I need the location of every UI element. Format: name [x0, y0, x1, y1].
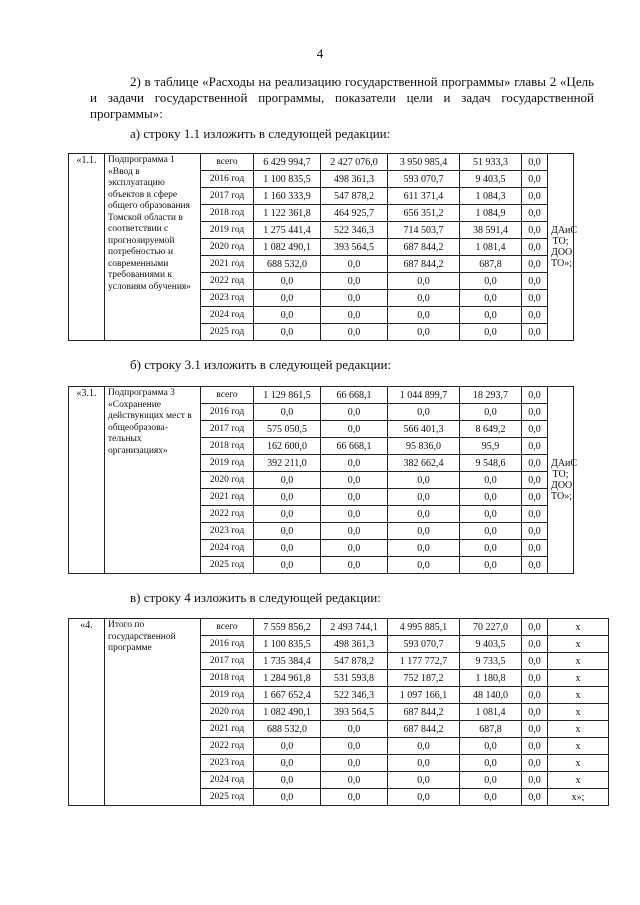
local-cell: 9 733,5: [460, 653, 522, 670]
local-cell: 687,8: [460, 256, 522, 273]
federal-cell: 0,0: [321, 789, 388, 806]
other-cell: 0,0: [522, 636, 548, 653]
local-cell: 0,0: [460, 755, 522, 772]
other-cell: 0,0: [522, 540, 548, 557]
federal-cell: 2 493 744,1: [321, 619, 388, 636]
local-cell: 48 140,0: [460, 687, 522, 704]
section-a-heading: а) строку 1.1 изложить в следующей редакции:: [130, 126, 391, 141]
page-number: 4: [316, 46, 324, 61]
period-cell: 2022 год: [201, 273, 254, 290]
federal-cell: 0,0: [321, 324, 388, 341]
period-cell: 2017 год: [201, 653, 254, 670]
federal-cell: 522 346,3: [321, 687, 388, 704]
executor-cell: х: [548, 755, 609, 772]
regional-cell: 4 995 885,1: [388, 619, 460, 636]
other-cell: 0,0: [522, 670, 548, 687]
other-cell: 0,0: [522, 721, 548, 738]
intro-paragraph: 2) в таблице «Расходы на реализацию государственной программы» главы 2 «Цель и задачи государственной программы, показатели цели и задач государственной программы»:: [90, 74, 594, 121]
executor-cell: х: [548, 670, 609, 687]
local-cell: 9 403,5: [460, 636, 522, 653]
federal-cell: 393 564,5: [321, 239, 388, 256]
local-cell: 95,9: [460, 438, 522, 455]
local-cell: 9 548,6: [460, 455, 522, 472]
federal-cell: 66 668,1: [321, 387, 388, 404]
total-cell: 162 600,0: [254, 438, 321, 455]
period-cell: всего: [201, 154, 254, 171]
executor-cell: х: [548, 636, 609, 653]
other-cell: 0,0: [522, 154, 548, 171]
federal-cell: 0,0: [321, 404, 388, 421]
federal-cell: 547 878,2: [321, 188, 388, 205]
period-cell: 2025 год: [201, 557, 254, 574]
regional-cell: 0,0: [388, 506, 460, 523]
table-row-3-1: [68, 386, 578, 574]
regional-cell: 687 844,2: [388, 721, 460, 738]
other-cell: 0,0: [522, 273, 548, 290]
period-cell: 2019 год: [201, 687, 254, 704]
total-cell: 688 532,0: [254, 256, 321, 273]
other-cell: 0,0: [522, 489, 548, 506]
regional-cell: 95 836,0: [388, 438, 460, 455]
local-cell: 0,0: [460, 489, 522, 506]
regional-cell: 0,0: [388, 557, 460, 574]
table-row: [69, 619, 609, 636]
local-cell: 1 081,4: [460, 704, 522, 721]
local-cell: 687,8: [460, 721, 522, 738]
federal-cell: 0,0: [321, 273, 388, 290]
local-cell: 0,0: [460, 290, 522, 307]
executor-cell: ДАиС ТО; ДОО ТО»;: [548, 154, 574, 341]
total-cell: 0,0: [254, 755, 321, 772]
local-cell: 1 180,8: [460, 670, 522, 687]
regional-cell: 687 844,2: [388, 256, 460, 273]
total-cell: 0,0: [254, 404, 321, 421]
local-cell: 0,0: [460, 789, 522, 806]
regional-cell: 0,0: [388, 472, 460, 489]
other-cell: 0,0: [522, 205, 548, 222]
period-cell: 2020 год: [201, 472, 254, 489]
regional-cell: 382 662,4: [388, 455, 460, 472]
other-cell: 0,0: [522, 239, 548, 256]
federal-cell: 0,0: [321, 307, 388, 324]
period-cell: 2017 год: [201, 421, 254, 438]
other-cell: 0,0: [522, 557, 548, 574]
federal-cell: 0,0: [321, 738, 388, 755]
total-cell: 0,0: [254, 472, 321, 489]
other-cell: 0,0: [522, 738, 548, 755]
local-cell: 9 403,5: [460, 171, 522, 188]
table-row: [69, 154, 574, 171]
total-cell: 392 211,0: [254, 455, 321, 472]
period-cell: 2016 год: [201, 404, 254, 421]
local-cell: 0,0: [460, 772, 522, 789]
federal-cell: 547 878,2: [321, 653, 388, 670]
regional-cell: 1 097 166,1: [388, 687, 460, 704]
regional-cell: 0,0: [388, 273, 460, 290]
regional-cell: 566 401,3: [388, 421, 460, 438]
other-cell: 0,0: [522, 772, 548, 789]
period-cell: 2021 год: [201, 489, 254, 506]
regional-cell: 0,0: [388, 738, 460, 755]
regional-cell: 0,0: [388, 404, 460, 421]
total-cell: 1 122 361,8: [254, 205, 321, 222]
other-cell: 0,0: [522, 421, 548, 438]
period-cell: 2019 год: [201, 222, 254, 239]
period-cell: 2023 год: [201, 290, 254, 307]
local-cell: 0,0: [460, 404, 522, 421]
local-cell: 0,0: [460, 273, 522, 290]
period-cell: 2021 год: [201, 256, 254, 273]
federal-cell: 0,0: [321, 755, 388, 772]
period-cell: 2020 год: [201, 704, 254, 721]
period-cell: 2024 год: [201, 307, 254, 324]
regional-cell: 714 503,7: [388, 222, 460, 239]
period-cell: 2022 год: [201, 506, 254, 523]
local-cell: 1 081,4: [460, 239, 522, 256]
regional-cell: 0,0: [388, 772, 460, 789]
local-cell: 0,0: [460, 557, 522, 574]
regional-cell: 0,0: [388, 523, 460, 540]
period-cell: всего: [201, 619, 254, 636]
row-number: «4.: [69, 619, 105, 806]
local-cell: 38 591,4: [460, 222, 522, 239]
federal-cell: 498 361,3: [321, 636, 388, 653]
total-cell: 1 082 490,1: [254, 704, 321, 721]
period-cell: 2022 год: [201, 738, 254, 755]
other-cell: 0,0: [522, 387, 548, 404]
regional-cell: 687 844,2: [388, 239, 460, 256]
total-cell: 1 160 333,9: [254, 188, 321, 205]
regional-cell: 0,0: [388, 290, 460, 307]
total-cell: 1 284 961,8: [254, 670, 321, 687]
total-cell: 0,0: [254, 738, 321, 755]
other-cell: 0,0: [522, 438, 548, 455]
regional-cell: 0,0: [388, 307, 460, 324]
period-cell: 2018 год: [201, 670, 254, 687]
total-cell: 0,0: [254, 273, 321, 290]
program-name: Итого по государственной программе: [105, 619, 201, 806]
total-cell: 0,0: [254, 772, 321, 789]
federal-cell: 522 346,3: [321, 222, 388, 239]
federal-cell: 0,0: [321, 721, 388, 738]
federal-cell: 0,0: [321, 455, 388, 472]
federal-cell: 66 668,1: [321, 438, 388, 455]
federal-cell: 498 361,3: [321, 171, 388, 188]
other-cell: 0,0: [522, 789, 548, 806]
local-cell: 0,0: [460, 540, 522, 557]
federal-cell: 0,0: [321, 540, 388, 557]
other-cell: 0,0: [522, 619, 548, 636]
other-cell: 0,0: [522, 222, 548, 239]
executor-cell: х: [548, 772, 609, 789]
period-cell: 2017 год: [201, 188, 254, 205]
other-cell: 0,0: [522, 506, 548, 523]
regional-cell: 0,0: [388, 489, 460, 506]
period-cell: всего: [201, 387, 254, 404]
other-cell: 0,0: [522, 307, 548, 324]
regional-cell: 1 044 899,7: [388, 387, 460, 404]
total-cell: 1 667 652,4: [254, 687, 321, 704]
regional-cell: 752 187,2: [388, 670, 460, 687]
period-cell: 2018 год: [201, 205, 254, 222]
period-cell: 2023 год: [201, 755, 254, 772]
total-cell: 1 275 441,4: [254, 222, 321, 239]
total-cell: 1 129 861,5: [254, 387, 321, 404]
total-cell: 0,0: [254, 506, 321, 523]
executor-cell: х: [548, 687, 609, 704]
total-cell: 1 082 490,1: [254, 239, 321, 256]
other-cell: 0,0: [522, 256, 548, 273]
executor-cell: х: [548, 653, 609, 670]
period-cell: 2021 год: [201, 721, 254, 738]
total-cell: 0,0: [254, 489, 321, 506]
total-cell: 0,0: [254, 324, 321, 341]
regional-cell: 687 844,2: [388, 704, 460, 721]
federal-cell: 0,0: [321, 523, 388, 540]
other-cell: 0,0: [522, 324, 548, 341]
federal-cell: 0,0: [321, 472, 388, 489]
federal-cell: 0,0: [321, 421, 388, 438]
federal-cell: 0,0: [321, 772, 388, 789]
federal-cell: 0,0: [321, 506, 388, 523]
total-cell: 1 735 384,4: [254, 653, 321, 670]
executor-cell: ДАиС ТО; ДОО ТО»;: [548, 387, 574, 574]
other-cell: 0,0: [522, 404, 548, 421]
federal-cell: 393 564,5: [321, 704, 388, 721]
regional-cell: 593 070,7: [388, 171, 460, 188]
total-cell: 0,0: [254, 789, 321, 806]
other-cell: 0,0: [522, 290, 548, 307]
total-cell: 0,0: [254, 540, 321, 557]
local-cell: 70 227,0: [460, 619, 522, 636]
regional-cell: 611 371,4: [388, 188, 460, 205]
period-cell: 2020 год: [201, 239, 254, 256]
total-cell: 1 100 835,5: [254, 171, 321, 188]
other-cell: 0,0: [522, 653, 548, 670]
other-cell: 0,0: [522, 188, 548, 205]
total-cell: 575 050,5: [254, 421, 321, 438]
executor-cell: х: [548, 721, 609, 738]
row-number: «1.1.: [69, 154, 105, 341]
executor-cell: х: [548, 738, 609, 755]
other-cell: 0,0: [522, 755, 548, 772]
period-cell: 2024 год: [201, 772, 254, 789]
regional-cell: 593 070,7: [388, 636, 460, 653]
regional-cell: 3 950 985,4: [388, 154, 460, 171]
table-row-1-1: [68, 153, 578, 341]
local-cell: 18 293,7: [460, 387, 522, 404]
federal-cell: 464 925,7: [321, 205, 388, 222]
total-cell: 0,0: [254, 307, 321, 324]
total-cell: 0,0: [254, 290, 321, 307]
total-cell: 688 532,0: [254, 721, 321, 738]
federal-cell: 0,0: [321, 489, 388, 506]
section-c-heading: в) строку 4 изложить в следующей редакции:: [130, 590, 381, 605]
local-cell: 0,0: [460, 324, 522, 341]
local-cell: 0,0: [460, 506, 522, 523]
executor-cell: х»;: [548, 789, 609, 806]
program-name: Подпрограмма 1 «Ввод в эксплуатацию объектов в сфере общего образования Томской области в соответствии с прогнозируемой потребностью и современными требованиями к условиям обучения»: [105, 154, 201, 341]
period-cell: 2025 год: [201, 324, 254, 341]
local-cell: 0,0: [460, 738, 522, 755]
other-cell: 0,0: [522, 472, 548, 489]
section-b-heading: б) строку 3.1 изложить в следующей редакции:: [130, 357, 392, 372]
regional-cell: 0,0: [388, 755, 460, 772]
regional-cell: 0,0: [388, 324, 460, 341]
other-cell: 0,0: [522, 455, 548, 472]
total-cell: 6 429 994,7: [254, 154, 321, 171]
period-cell: 2018 год: [201, 438, 254, 455]
table-row-4: [68, 618, 609, 806]
local-cell: 8 649,2: [460, 421, 522, 438]
federal-cell: 0,0: [321, 290, 388, 307]
other-cell: 0,0: [522, 687, 548, 704]
other-cell: 0,0: [522, 171, 548, 188]
regional-cell: 0,0: [388, 540, 460, 557]
period-cell: 2023 год: [201, 523, 254, 540]
regional-cell: 1 177 772,7: [388, 653, 460, 670]
executor-cell: х: [548, 704, 609, 721]
period-cell: 2016 год: [201, 636, 254, 653]
program-name: Подпрограмма 3 «Сохранение действующих мест в общеобразова- тельных организациях»: [105, 387, 201, 574]
federal-cell: 2 427 076,0: [321, 154, 388, 171]
total-cell: 0,0: [254, 557, 321, 574]
other-cell: 0,0: [522, 523, 548, 540]
period-cell: 2024 год: [201, 540, 254, 557]
local-cell: 1 084,9: [460, 205, 522, 222]
table-row: [69, 387, 574, 404]
period-cell: 2025 год: [201, 789, 254, 806]
federal-cell: 0,0: [321, 256, 388, 273]
federal-cell: 531 593,8: [321, 670, 388, 687]
local-cell: 1 084,3: [460, 188, 522, 205]
local-cell: 0,0: [460, 307, 522, 324]
row-number: «3.1.: [69, 387, 105, 574]
period-cell: 2016 год: [201, 171, 254, 188]
local-cell: 51 933,3: [460, 154, 522, 171]
total-cell: 1 100 835,5: [254, 636, 321, 653]
period-cell: 2019 год: [201, 455, 254, 472]
local-cell: 0,0: [460, 472, 522, 489]
regional-cell: 656 351,2: [388, 205, 460, 222]
federal-cell: 0,0: [321, 557, 388, 574]
regional-cell: 0,0: [388, 789, 460, 806]
local-cell: 0,0: [460, 523, 522, 540]
executor-cell: х: [548, 619, 609, 636]
total-cell: 7 559 856,2: [254, 619, 321, 636]
total-cell: 0,0: [254, 523, 321, 540]
other-cell: 0,0: [522, 704, 548, 721]
